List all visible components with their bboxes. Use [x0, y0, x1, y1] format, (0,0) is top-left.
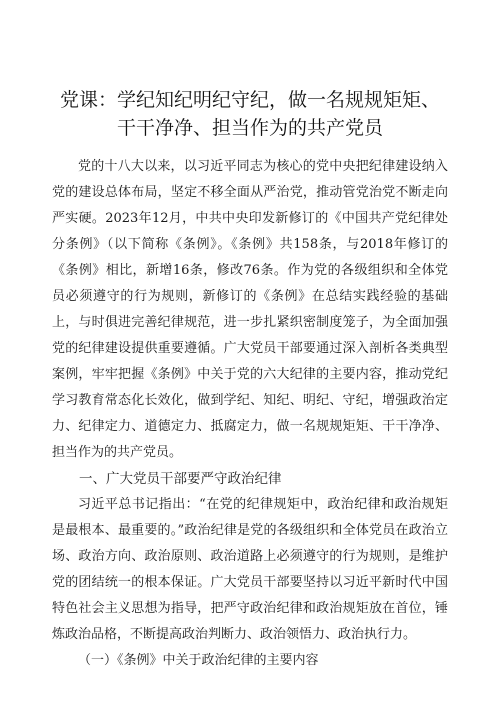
section-heading-1: 一、广大党员干部要严守政治纪律 — [79, 471, 282, 487]
subsection-heading-1: （一）《条例》中关于政治纪律的主要内容 — [78, 653, 319, 668]
title-line-1: 党课：学纪知纪明纪守纪，做一名规规矩矩、 — [59, 89, 440, 111]
document-title — [52, 86, 448, 142]
title-line-2: 干干净净、担当作为的共产党员 — [116, 117, 383, 139]
section-1-paragraph: 习近平总书记指出：“在党的纪律规矩中，政治纪律和政治规矩是最根本、最重要的。”政治纪律是党的各级组织和全体党员在政治立场、政治方向、政治原则、政治道路上必须遵守的行为规则，是维护党的团结统一的根本保证。广大党员干部要坚持以习近平新时代中国特色社会主义思想为指导，把严守政治纪律和政治规矩放在首位，锤炼政治品格，不断提高政治判断力、政治领悟力、政治执行力。 — [52, 497, 448, 642]
intro-paragraph: 党的十八大以来，以习近平同志为核心的党中央把纪律建设纳入党的建设总体布局，坚定不移全面从严治党，推动管党治党不断走向严实硬。2023年12月，中共中央印发新修订的《中国共产党纪律处分条例》（以下简称《条例》。《条例》共158条，与2018年修订的《条例》相比，新增16条，修改76条。作为党的各级组织和全体党员必须遵守的行为规则，新修订的《条例》在总结实践经验的基础上，与时俱进完善纪律规范，进一步扎紧织密制度笼子，为全面加强党的纪律建设提供重要遵循。广大党员干部要通过深入剖析各类典型案例，牢牢把握《条例》中关于党的六大纪律的主要内容，推动党纪学习教育常态化长效化，做到学纪、知纪、明纪、守纪，增强政治定力、纪律定力、道德定力、抵腐定力，做一名规规矩矩、干干净净、担当作为的共产党员。 — [52, 159, 448, 460]
document-body — [52, 154, 448, 674]
